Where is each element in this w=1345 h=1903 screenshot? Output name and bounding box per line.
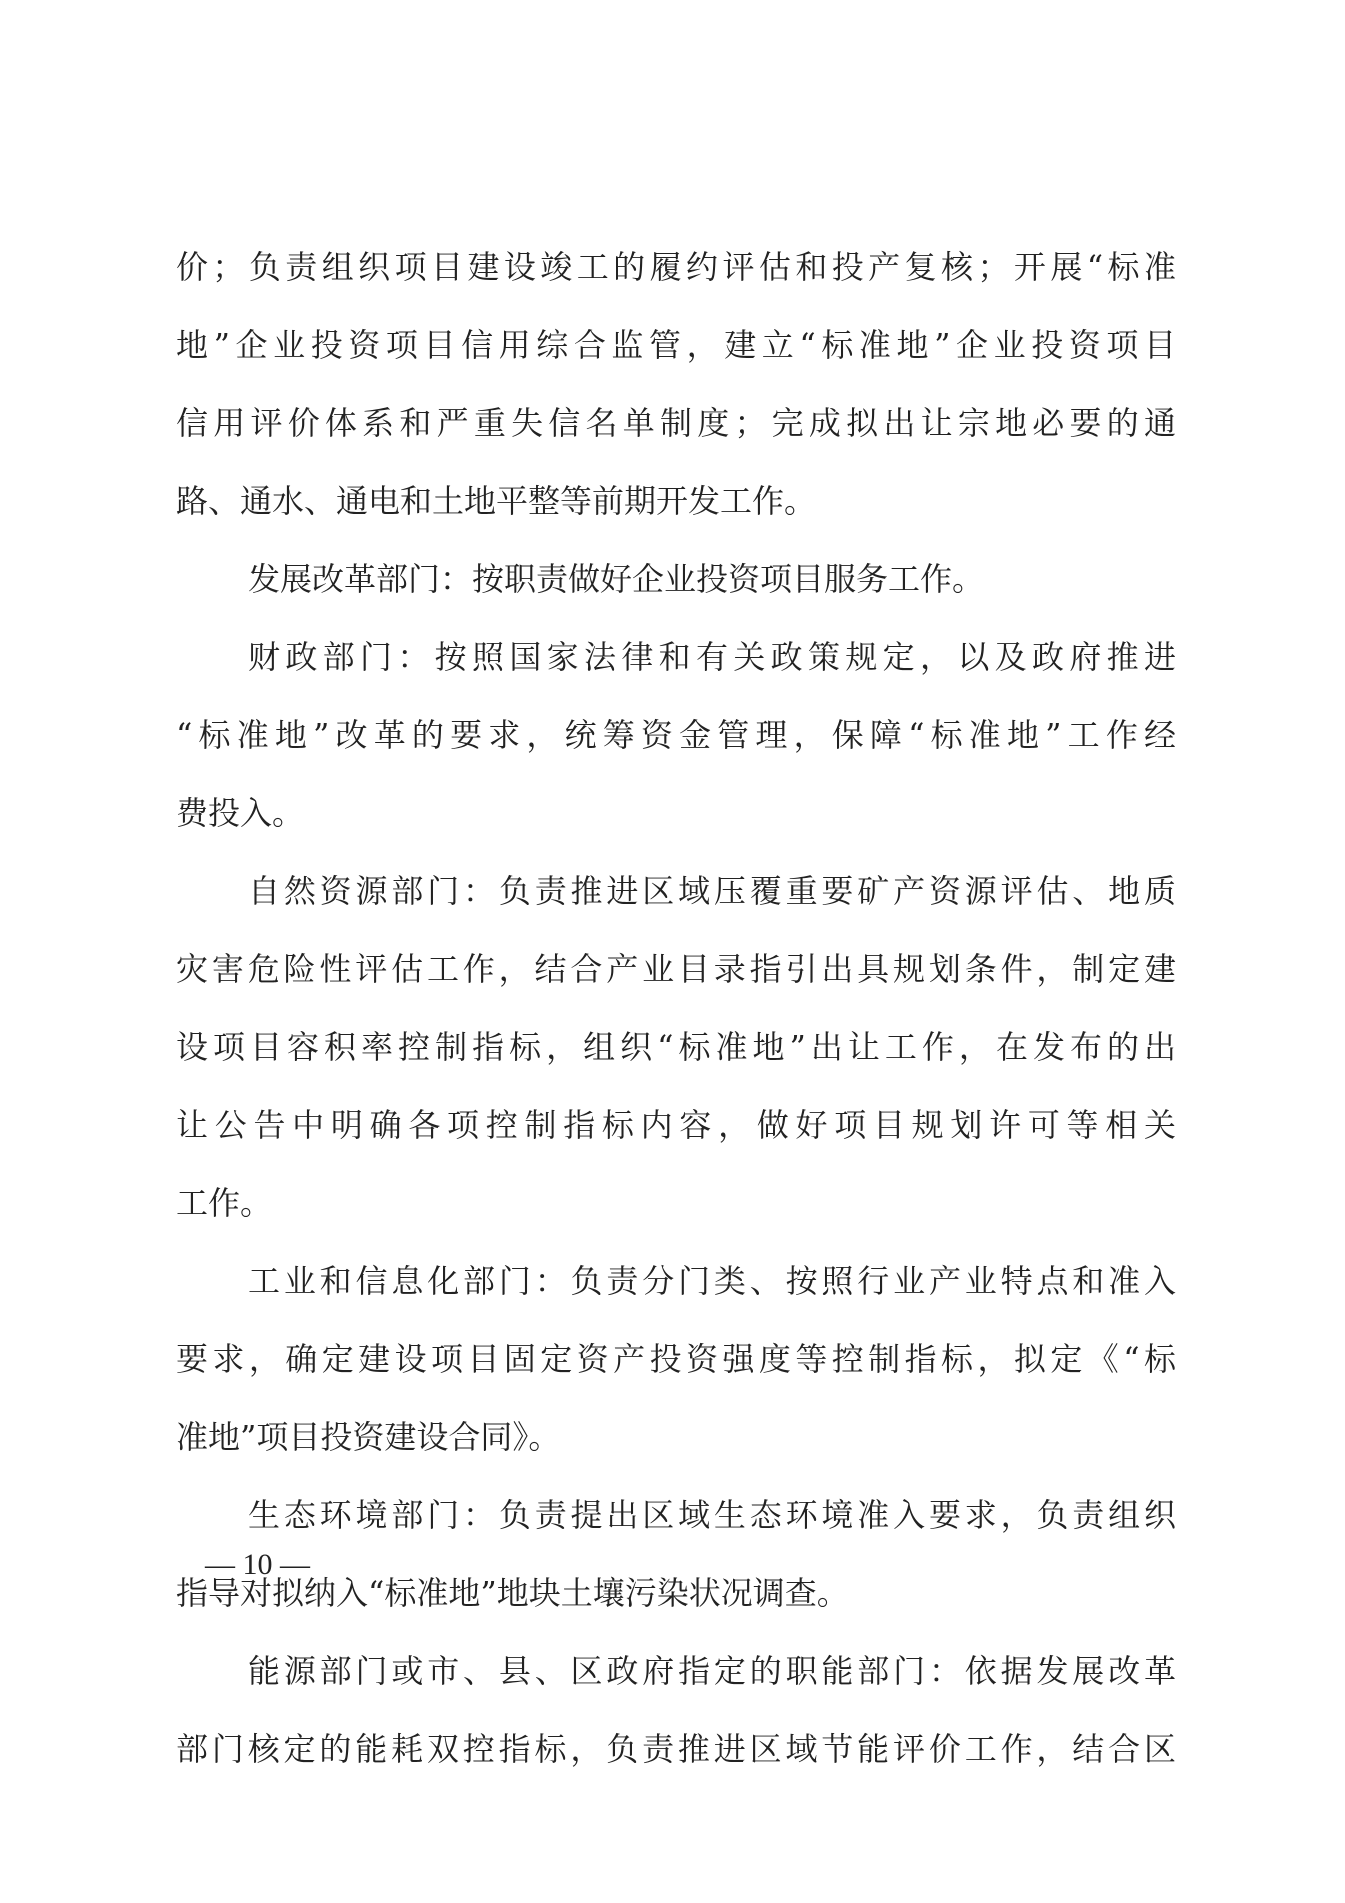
body-text [176, 228, 1176, 1788]
text-line: 部门核定的能耗双控指标，负责推进区域节能评价工作，结合区 [176, 1730, 1176, 1768]
text-line: 路、通水、通电和土地平整等前期开发工作。 [176, 482, 817, 520]
text-line: 能源部门或市、县、区政府指定的职能部门：依据发展改革 [248, 1652, 1176, 1690]
text-line: 自然资源部门：负责推进区域压覆重要矿产资源评估、地质 [248, 872, 1176, 910]
text-line: 准地”项目投资建设合同》。 [176, 1418, 561, 1456]
text-line: 指导对拟纳入“标准地”地块土壤污染状况调查。 [176, 1574, 849, 1612]
text-line: 设项目容积率控制指标，组织“标准地”出让工作，在发布的出 [176, 1028, 1176, 1066]
text-line: 要求，确定建设项目固定资产投资强度等控制指标，拟定《“标 [176, 1340, 1176, 1378]
text-line: 价；负责组织项目建设竣工的履约评估和投产复核；开展“标准 [176, 248, 1176, 286]
text-line: 发展改革部门：按职责做好企业投资项目服务工作。 [248, 560, 985, 598]
text-line: 财政部门：按照国家法律和有关政策规定，以及政府推进 [248, 638, 1176, 676]
text-line: 信用评价体系和严重失信名单制度；完成拟出让宗地必要的通 [176, 404, 1176, 442]
text-line: 工作。 [176, 1184, 273, 1222]
text-line: 工业和信息化部门：负责分门类、按照行业产业特点和准入 [248, 1262, 1176, 1300]
text-line: 生态环境部门：负责提出区域生态环境准入要求，负责组织 [248, 1496, 1176, 1534]
text-line: 地”企业投资项目信用综合监管，建立“标准地”企业投资项目 [176, 326, 1176, 364]
text-line: 灾害危险性评估工作，结合产业目录指引出具规划条件，制定建 [176, 950, 1176, 988]
page-number: — 10 — [205, 1548, 310, 1581]
text-line: 让公告中明确各项控制指标内容，做好项目规划许可等相关 [176, 1106, 1176, 1144]
text-line: “标准地”改革的要求，统筹资金管理，保障“标准地”工作经 [176, 716, 1176, 754]
text-line: 费投入。 [176, 794, 305, 832]
